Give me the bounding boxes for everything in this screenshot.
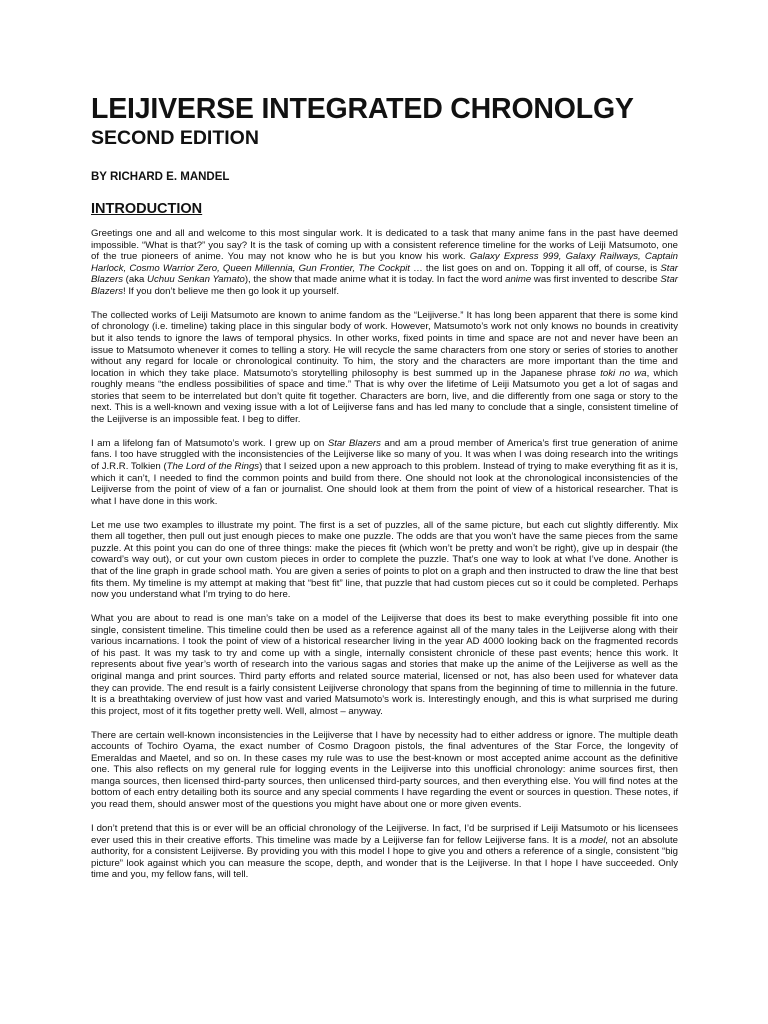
italic-text: Star Blazers xyxy=(91,274,678,297)
paragraph: What you are about to read is one man’s take on a model of the Leijiverse that does its best to make everything possible fit into one single, consistent timeline. This timeline could then be used as a reference against all of the many tales in the Leijiverse along with their various incarnations. I took the point of view of a historical researcher living in the year AD 4000 looking back on the fragmented records of his past. It was my task to try and come up with a single, internally consistent chronicle of these past events; hence this work. It represents about five year’s worth of research into the various sagas and stories that make up the anime of the Leijiverse as well as the original manga and print sources. Third party efforts and related source material, licensed or not, has also been used for whatever data they can provide. The end result is a fairly consistent Leijiverse chronology that spans from the beginning of time to millennia in the future. It is a breathtaking overview of just how vast and varied Matsumoto’s work is. Interestingly enough, and this is what surprised me during this project, most of it fits together pretty well. Well, almost – anyway. xyxy=(91,613,678,717)
italic-text: anime xyxy=(505,274,532,286)
italic-text: The Lord of the Rings xyxy=(166,461,260,473)
italic-text: Star Blazers xyxy=(327,437,381,449)
italic-text: Uchuu Senkan Yamato xyxy=(147,274,245,286)
paragraph: I am a lifelong fan of Matsumoto’s work. I grew up on Star Blazers and am a proud member of America’s first true generation of anime fans. I too have struggled with the inconsistencies of the Leijiverse like so many of you. It was when I was doing research into the writings of J.R.R. Tolkien (The Lord of the Rings) that I seized upon a new approach to this problem. Instead of trying to make everything fit as it is, which it can’t, I needed to find the common points and build from there. One should not look at the chronological inconsistencies of the Leijiverse from the point of view of a fan or journalist. One should look at them from the point of view of a historical researcher. That is what I have done in this work. xyxy=(91,437,678,507)
paragraph: I don’t pretend that this is or ever will be an official chronology of the Leijiverse. In fact, I’d be surprised if Leiji Matsumoto or his licensees ever used this in their creative efforts. This timeline was made by a Leijiverse fan for fellow Leijiverse fans. It is a model, not an absolute authority, for a consistent Leijiverse. By providing you with this model I hope to give you and others a reference of a single, consistent “big picture” look against which you can measure the scope, depth, and wonder that is the Leijiverse. In that I hope I have succeeded. Only time and you, my fellow fans, will tell. xyxy=(91,823,678,881)
paragraph: The collected works of Leiji Matsumoto are known to anime fandom as the “Leijiverse.” It has long been apparent that there is some kind of chronology (i.e. timeline) taking place in this singular body of work. However, Matsumoto’s work not only knows no bounds in creativity but it also tends to ignore the laws of temporal physics. In other works, fixed points in time and space are not and never have been an issue to Matsumoto whenever it comes to telling a story. He will recycle the same characters from one story or series of stories to another without any regard for locale or chronological continuity. To him, the story and the characters are more important than the time and location in which they take place. Matsumoto’s storytelling philosophy is best summed up in the Japanese phrase toki no wa, which roughly means “the endless possibilities of space and time.” That is why over the lifetime of Leiji Matsumoto you get a lot of sagas and stories that seem to be interrelated but don’t quite fit together. Characters are born, live, and die differently from one saga or story to the next. This is a well-known and vexing issue with a lot of Leijiverse fans and has led many to conclude that a single, consistent timeline of the Leijiverse is an impossible feat. I beg to differ. xyxy=(91,309,678,425)
italic-text: toki no wa xyxy=(600,367,647,379)
paragraph: Let me use two examples to illustrate my point. The first is a set of puzzles, all of the same picture, but each cut slightly differently. Mix them all together, then pull out just enough pieces to make one puzzle. The odds are that you won’t have the same pieces from the same puzzle. At this point you can do one of three things: make the pieces fit (which won’t be pretty and won’t be right), give up in despair (the coward’s way out), or cut your own custom pieces in order to complete the puzzle. That’s one way to look at what I’ve done. Another is that of the line graph in grade school math. You are given a series of points to plot on a graph and then instructed to draw the line that best fits them. My timeline is my attempt at making that “best fit” line, that puzzle that had custom pieces cut so it could be completed. Perhaps now you understand what I’m trying to do here. xyxy=(91,519,678,601)
author-byline: BY RICHARD E. MANDEL xyxy=(91,171,230,183)
italic-text: model, xyxy=(579,834,609,846)
italic-text: Galaxy Express 999, Galaxy Railways, Captain Harlock, Cosmo Warrior Zero, Queen Millennia, Gun Frontier, The Cockpit xyxy=(91,251,678,274)
document-title: LEIJIVERSE INTEGRATED CHRONOLGY xyxy=(91,93,634,125)
paragraph: There are certain well-known inconsistencies in the Leijiverse that I have by necessity had to either address or ignore. The multiple death accounts of Tochiro Oyama, the exact number of Cosmo Dragoon pistols, the final adventures of the Star Force, the longevity of Emeraldas and Maetel, and so on. In these cases my rule was to use the best-known or most accepted anime account as the definitive one. This also reflects on my general rule for logging events in the Leijiverse into this unofficial chronology: anime sources first, then manga sources, then licensed third-party sources, then unlicensed third-party sources, and then everything else. You will find notes at the bottom of each entry detailing both its source and any special comments I have regarding the event or sources in question. These notes, if you read them, should answer most of the questions you might have about one or more given events. xyxy=(91,729,678,811)
introduction-body xyxy=(91,228,678,881)
section-heading-introduction: INTRODUCTION xyxy=(91,201,203,217)
italic-text: Star Blazers xyxy=(91,262,678,286)
paragraph: Greetings one and all and welcome to this most singular work. It is dedicated to a task that many anime fans in the past have deemed impossible. “What is that?” you say? It is the task of coming up with a consistent reference timeline for the works of Leiji Matsumoto, one of the true pioneers of anime. You may not know who he is but you know his work. Galaxy Express 999, Galaxy Railways, Captain Harlock, Cosmo Warrior Zero, Queen Millennia, Gun Frontier, The Cockpit … the list goes on and on. Topping it all off, of course, is Star Blazers (aka Uchuu Senkan Yamato), the show that made anime what it is today. In fact the word anime was first invented to describe Star Blazers! If you don’t believe me then go look it up yourself. xyxy=(91,228,678,297)
document-subtitle: SECOND EDITION xyxy=(91,127,259,149)
